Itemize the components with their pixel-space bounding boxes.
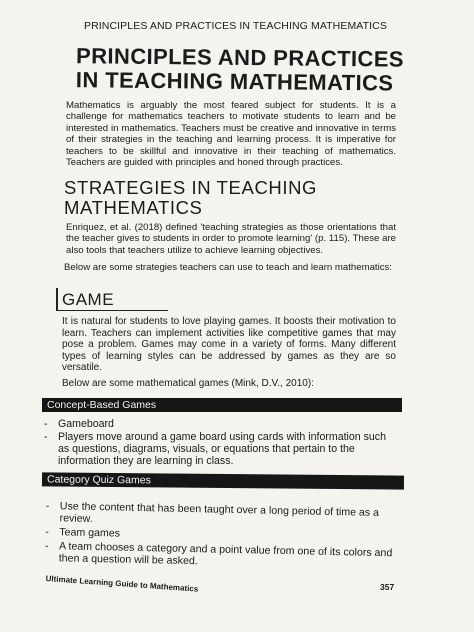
intro-paragraph: Mathematics is arguably the most feared subject for students. It is a challenge for mathematics teachers to motivate students to learn and be interested in mathematics. Teachers must be creative and innovative in terms of their strategies in the teaching and learning process. It is imperative for teachers to be skillful and innovative in their teaching of mathematics. Teachers are guided with principles and honed through practices. bbox=[66, 100, 396, 169]
list-item: - Team games bbox=[45, 526, 401, 545]
strategies-heading: STRATEGIES IN TEACHING MATHEMATICS bbox=[64, 177, 318, 218]
game-heading: GAME bbox=[62, 290, 115, 309]
strategies-paragraph: Enriquez, et al. (2018) defined 'teaching strategies as those orientations that the teacher gives to students in order to promote learning' (p. 115). These are also tools that teachers utilize to achieve learning objectives. bbox=[66, 222, 396, 256]
page-title: PRINCIPLES AND PRACTICES IN TEACHING MATHEMATICS bbox=[75, 43, 405, 96]
game-paragraph: It is natural for students to love playing games. It boosts their motivation to learn. Teachers can implement activities like competitive games that may pose a problem. Games may come in a variety of forms. Many different types of learning styles can be addressed by games as they are so versatile. bbox=[62, 316, 396, 374]
games-lead-in: Below are some mathematical games (Mink, D.V., 2010): bbox=[62, 378, 314, 389]
running-head: PRINCIPLES AND PRACTICES IN TEACHING MATHEMATICS bbox=[84, 20, 387, 32]
strategies-lead-in: Below are some strategies teachers can use to teach and learn mathematics: bbox=[64, 262, 392, 273]
list-item: - Gameboard bbox=[44, 418, 400, 430]
quiz-games-list bbox=[45, 500, 402, 573]
list-item: - Players move around a game board using cards with information such as questions, diagrams, visuals, or equations that pertain to the information they are learning in class. bbox=[44, 431, 400, 467]
page-number: 357 bbox=[380, 582, 395, 592]
footer-book-title: Ultimate Learning Guide to Mathematics bbox=[45, 574, 199, 594]
quiz-games-banner: Category Quiz Games bbox=[42, 472, 404, 489]
list-item: - Use the content that has been taught over a long period of time as a review. bbox=[45, 500, 401, 531]
concept-games-list bbox=[44, 418, 400, 468]
list-item: - A team chooses a category and a point value from one of its colors and then a question will be asked. bbox=[45, 540, 401, 571]
concept-games-banner: Concept-Based Games bbox=[42, 398, 402, 412]
